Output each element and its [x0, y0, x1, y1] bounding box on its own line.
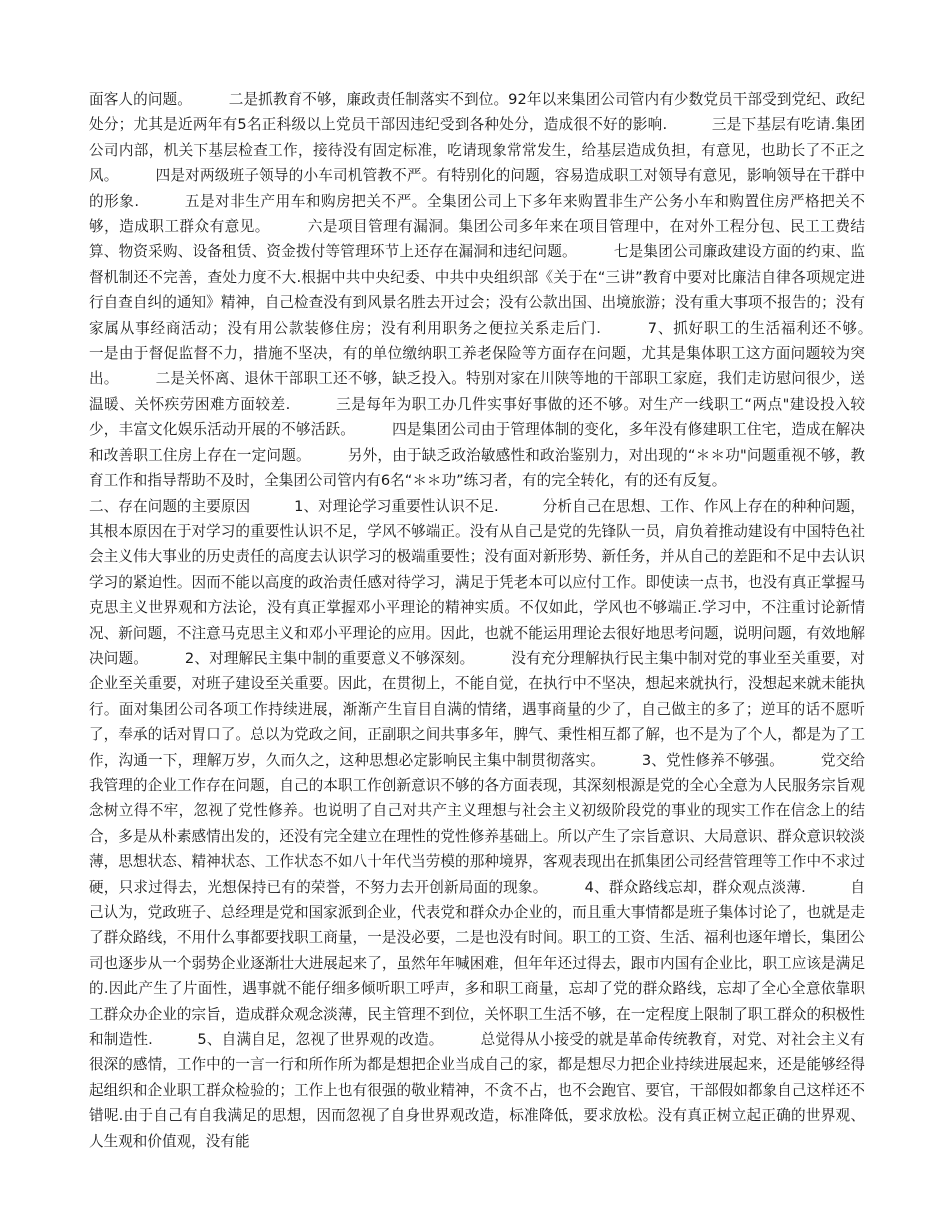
document-body: [89, 87, 909, 1154]
paragraph-problems: 面客人的问题。 二是抓教育不够，廉政责任制落实不到位。92年以来集团公司管内有少数党员干部受到党纪、政纪处分；尤其是近两年有5名正科级以上党员干部因违纪受到各种处分，造成很不好的影响. 三是下基层有吃请.集团公司内部，机关下基层检查工作，接待没有固定标准，吃请现象常常发生，给基层造成负担，有意见，也助长了不正之风。 四是对两级班子领导的小车司机管教不严。有特别化的问题，容易造成职工对领导有意见，影响领导在干群中的形象. 五是对非生产用车和购房把关不严。全集团公司上下多年来购置非生产公务小车和购置住房严格把关不够，造成职工群众有意见。 六是项目管理有漏洞。集团公司多年来在项目管理中，在对外工程分包、民工工费结算、物资采购、设备租赁、资金拨付等管理环节上还存在漏洞和违纪问题。 七是集团公司廉政建设方面的约束、监督机制还不完善，查处力度不大.根据中共中央纪委、中共中央组织部《关于在“三讲”教育中要对比廉洁自律各项规定进行自查自纠的通知》精神，自己检查没有到风景名胜去开过会；没有公款出国、出境旅游；没有重大事项不报告的；没有家属从事经商活动；没有用公款装修住房；没有利用职务之便拉关系走后门. 7、抓好职工的生活福利还不够。 一是由于督促监督不力，措施不坚决，有的单位缴纳职工养老保险等方面存在问题，尤其是集体职工这方面问题较为突出。 二是关怀离、退休干部职工还不够，缺乏投入。特别对家在川陕等地的干部职工家庭，我们走访慰问很少，送温暖、关怀疾劳困难方面较差. 三是每年为职工办几件实事好事做的还不够。对生产一线职工“两点"建设投入较少，丰富文化娱乐活动开展的不够活跃。 四是集团公司由于管理体制的变化，多年没有修建职工住宅，造成在解决和改善职工住房上存在一定问题。 另外，由于缺乏政治敏感性和政治鉴别力，对出现的“＊＊功"问题重视不够，教育工作和指导帮助不及时，全集团公司管内有6名“＊＊功”练习者，有的完全转化，有的还有反复。: [89, 91, 909, 490]
paragraph-causes: 二、存在问题的主要原因 1、对理论学习重要性认识不足. 分析自己在思想、工作、作风上存在的种种问题，其根本原因在于对学习的重要性认识不足，学风不够端正。没有从自己是党的先锋队一员，肩负着推动建设有中国特色社会主义伟大事业的历史责任的高度去认识学习的极端重要性；没有面对新形势、新任务，并从自己的差距和不足中去认识学习的紧迫性。因而不能以高度的政治责任感对待学习，满足于凭老本可以应付工作。即使读一点书，也没有真正掌握马克思主义世界观和方法论，没有真正掌握邓小平理论的精神实质。不仅如此，学风也不够端正.学习中，不注重讨论新情况、新问题，不注意马克思主义和邓小平理论的应用。因此，也就不能运用理论去很好地思考问题，说明问题，有效地解决问题。 2、对理解民主集中制的重要意义不够深刻。 没有充分理解执行民主集中制对党的事业至关重要，对企业至关重要，对班子建设至关重要。因此，在贯彻上，不能自觉，在执行中不坚决，想起来就执行，没想起来就未能执行。面对集团公司各项工作持续进展，渐渐产生盲目自满的情绪，遇事商量的少了，自己做主的多了；逆耳的话不愿听了，奉承的话对胃口了。总以为党政之间，正副职之间共事多年，脾气、秉性相互都了解，也不是为了个人，都是为了工作，沟通一下，理解万岁，久而久之，这种思想必定影响民主集中制贯彻落实。 3、党性修养不够强。 党交给我管理的企业工作存在问题，自己的本职工作创新意识不够的各方面表现，其深刻根源是党的全心全意为人民服务宗旨观念树立得不牢，忽视了党性修养。也说明了自己对共产主义理想与社会主义初级阶段党的事业的现实工作在信念上的结合，多是从朴素感情出发的，还没有完全建立在理性的党性修养基础上。所以产生了宗旨意识、大局意识、群众意识较淡薄，思想状态、精神状态、工作状态不如八十年代当劳模的那种境界，客观表现出在抓集团公司经营管理等工作中不求过硬，只求过得去，光想保持已有的荣誉，不努力去开创新局面的现象。 4、群众路线忘却，群众观点淡薄. 自己认为，党政班子、总经理是党和国家派到企业，代表党和群众办企业的，而且重大事情都是班子集体讨论了，也就是走了群众路线，不用什么事都要找职工商量，一是没必要，二是也没有时间。职工的工资、生活、福利也逐年增长，集团公司也逐步从一个弱势企业逐渐壮大进展起来了，虽然年年喊困难，但年年还过得去，跟市内国有企业比，职工应该是满足的.因此产生了片面性，遇事就不能仔细多倾听职工呼声，多和职工商量，忘却了党的群众路线，忘却了全心全意依靠职工群众办企业的宗旨，造成群众观念淡薄，民主管理不到位，关怀职工生活不够，在一定程度上限制了职工群众的积极性和制造性. 5、自满自足，忽视了世界观的改造。 总觉得从小接受的就是革命传统教育，对党、对社会主义有很深的感情，工作中的一言一行和所作所为都是想把企业当成自己的家，都是想尽力把企业持续进展起来，还是能够经得起组织和企业职工群众检验的；工作上也有很强的敬业精神，不贪不占，也不会跑官、要官，干部假如都象自己这样还不错呢.由于自己有自我满足的思想，因而忽视了自身世界观改造，标准降低，要求放松。没有真正树立起正确的世界观、人生观和价值观，没有能: [89, 497, 865, 1150]
